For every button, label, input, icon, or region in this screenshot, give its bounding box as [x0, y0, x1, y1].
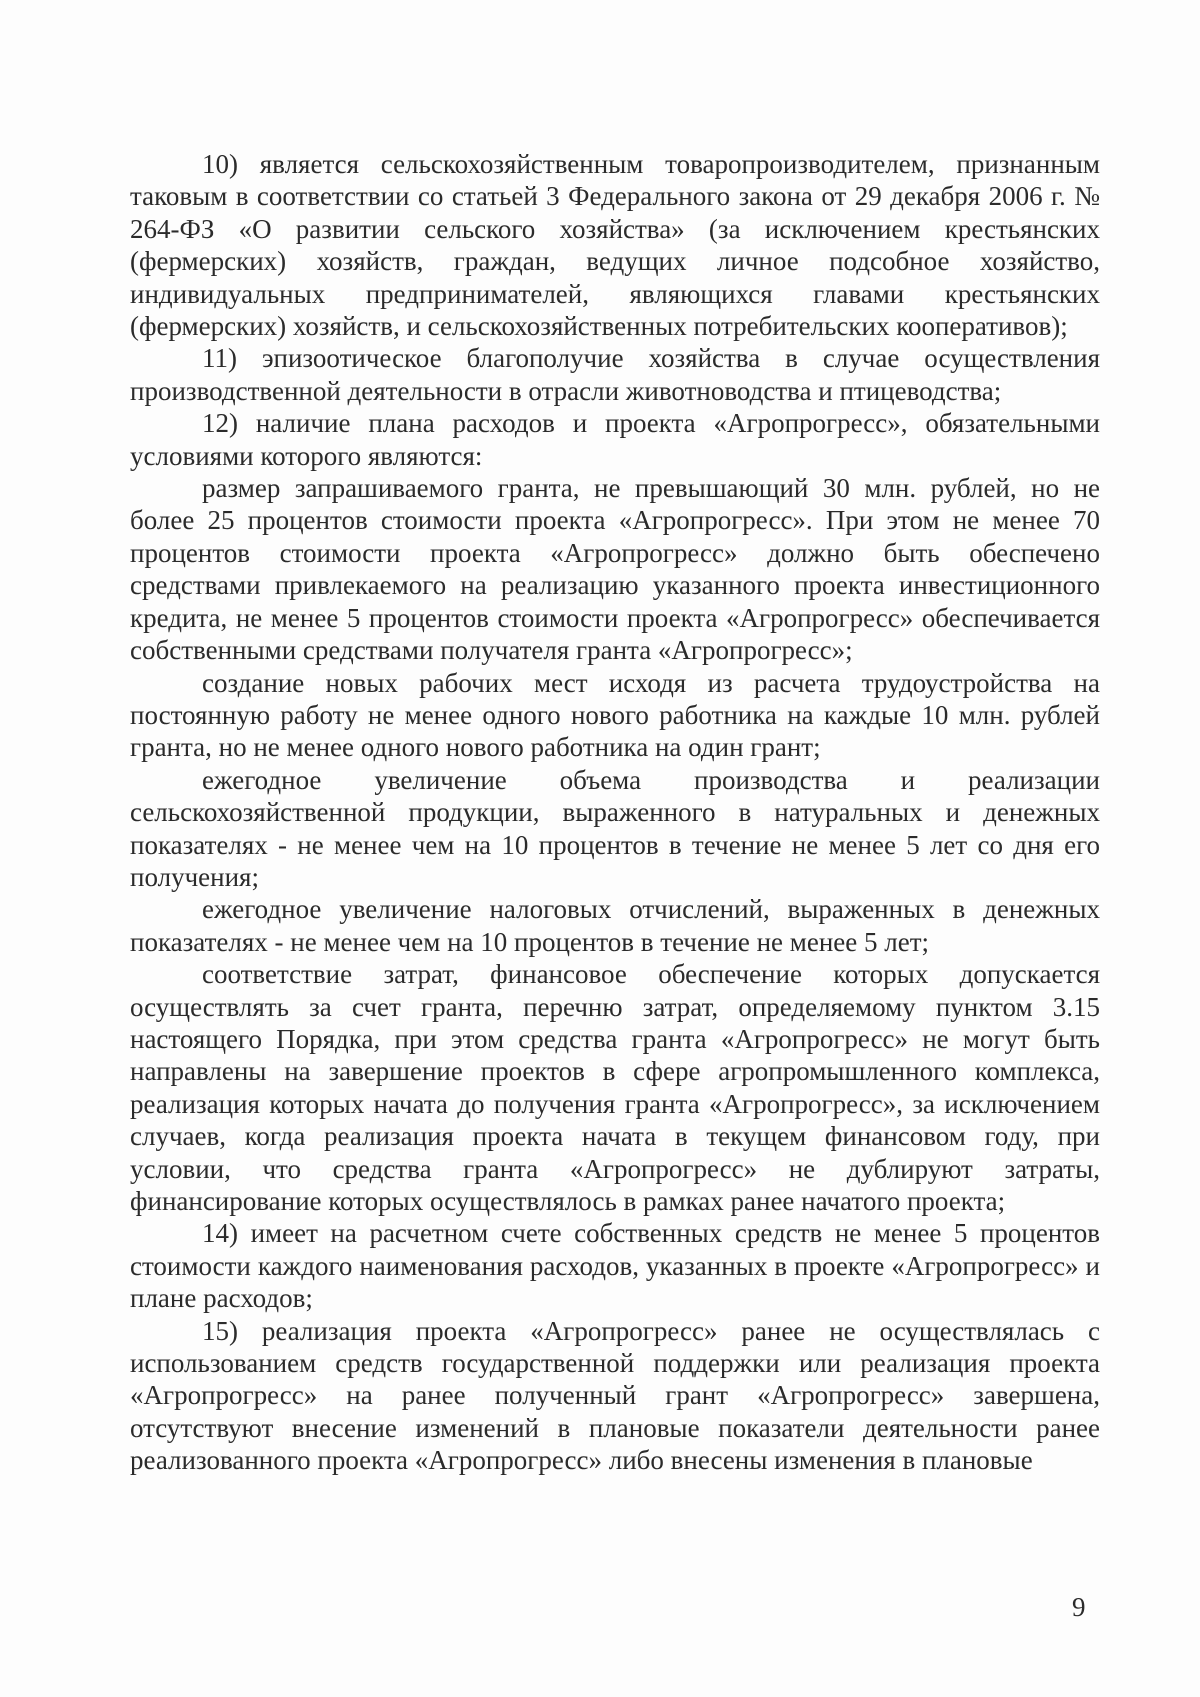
page-number: 9: [1072, 1592, 1086, 1622]
paragraph-item-14: 14) имеет на расчетном счете собственных средств не менее 5 процентов стоимости каждого наименования расходов, указанных в проекте «Агропрогресс» и плане расходов;: [130, 1218, 1100, 1314]
paragraph-condition-tax-growth: ежегодное увеличение налоговых отчислений, выраженных в денежных показателях - не менее чем на 10 процентов в течение не менее 5 лет;: [130, 894, 1100, 957]
paragraph-condition-new-jobs: создание новых рабочих мест исходя из расчета трудоустройства на постоянную работу не менее одного нового работника на каждые 10 млн. рублей гранта, но не менее одного нового работника на один грант;: [130, 667, 1100, 763]
document-body: [130, 148, 1100, 1477]
paragraph-item-15: 15) реализация проекта «Агропрогресс» ранее не осуществлялась с использованием средств государственной поддержки или реализация проекта «Агропрогресс» на ранее полученный грант «Агропрогресс» завершена, отсутствуют внесение изменений в плановые показатели деятельности ранее реализованного проекта «Агропрогресс» либо внесены изменения в плановые: [130, 1315, 1100, 1476]
paragraph-item-11: 11) эпизоотическое благополучие хозяйства в случае осуществления производственной деятельности в отрасли животноводства и птицеводства;: [130, 343, 1100, 406]
paragraph-item-10: 10) является сельскохозяйственным товаропроизводителем, признанным таковым в соответствии со статьей 3 Федерального закона от 29 декабря 2006 г. № 264-ФЗ «О развитии сельского хозяйства» (за исключением крестьянских (фермерских) хозяйств, граждан, ведущих личное подсобное хозяйство, индивидуальных предпринимателей, являющихся главами крестьянских (фермерских) хозяйств, и сельскохозяйственных потребительских кооперативов);: [130, 149, 1100, 342]
paragraph-item-12: 12) наличие плана расходов и проекта «Агропрогресс», обязательными условиями которого являются:: [130, 408, 1100, 471]
paragraph-condition-grant-size: размер запрашиваемого гранта, не превышающий 30 млн. рублей, но не более 25 процентов стоимости проекта «Агропрогресс». При этом не менее 70 процентов стоимости проекта «Агропрогресс» должно быть обеспечено средствами привлекаемого на реализацию указанного проекта инвестиционного кредита, не менее 5 процентов стоимости проекта «Агропрогресс» обеспечивается собственными средствами получателя гранта «Агропрогресс»;: [130, 473, 1100, 666]
paragraph-condition-cost-conformity: соответствие затрат, финансовое обеспечение которых допускается осуществлять за счет гранта, перечню затрат, определяемому пунктом 3.15 настоящего Порядка, при этом средства гранта «Агропрогресс» не могут быть направлены на завершение проектов в сфере агропромышленного комплекса, реализация которых начата до получения гранта «Агропрогресс», за исключением случаев, когда реализация проекта начата в текущем финансовом году, при условии, что средства гранта «Агропрогресс» не дублируют затраты, финансирование которых осуществлялось в рамках ранее начатого проекта;: [130, 959, 1100, 1216]
paragraph-condition-production-growth: ежегодное увеличение объема производства и реализации сельскохозяйственной продукции, выраженного в натуральных и денежных показателях - не менее чем на 10 процентов в течение не менее 5 лет со дня его получения;: [130, 764, 1100, 892]
